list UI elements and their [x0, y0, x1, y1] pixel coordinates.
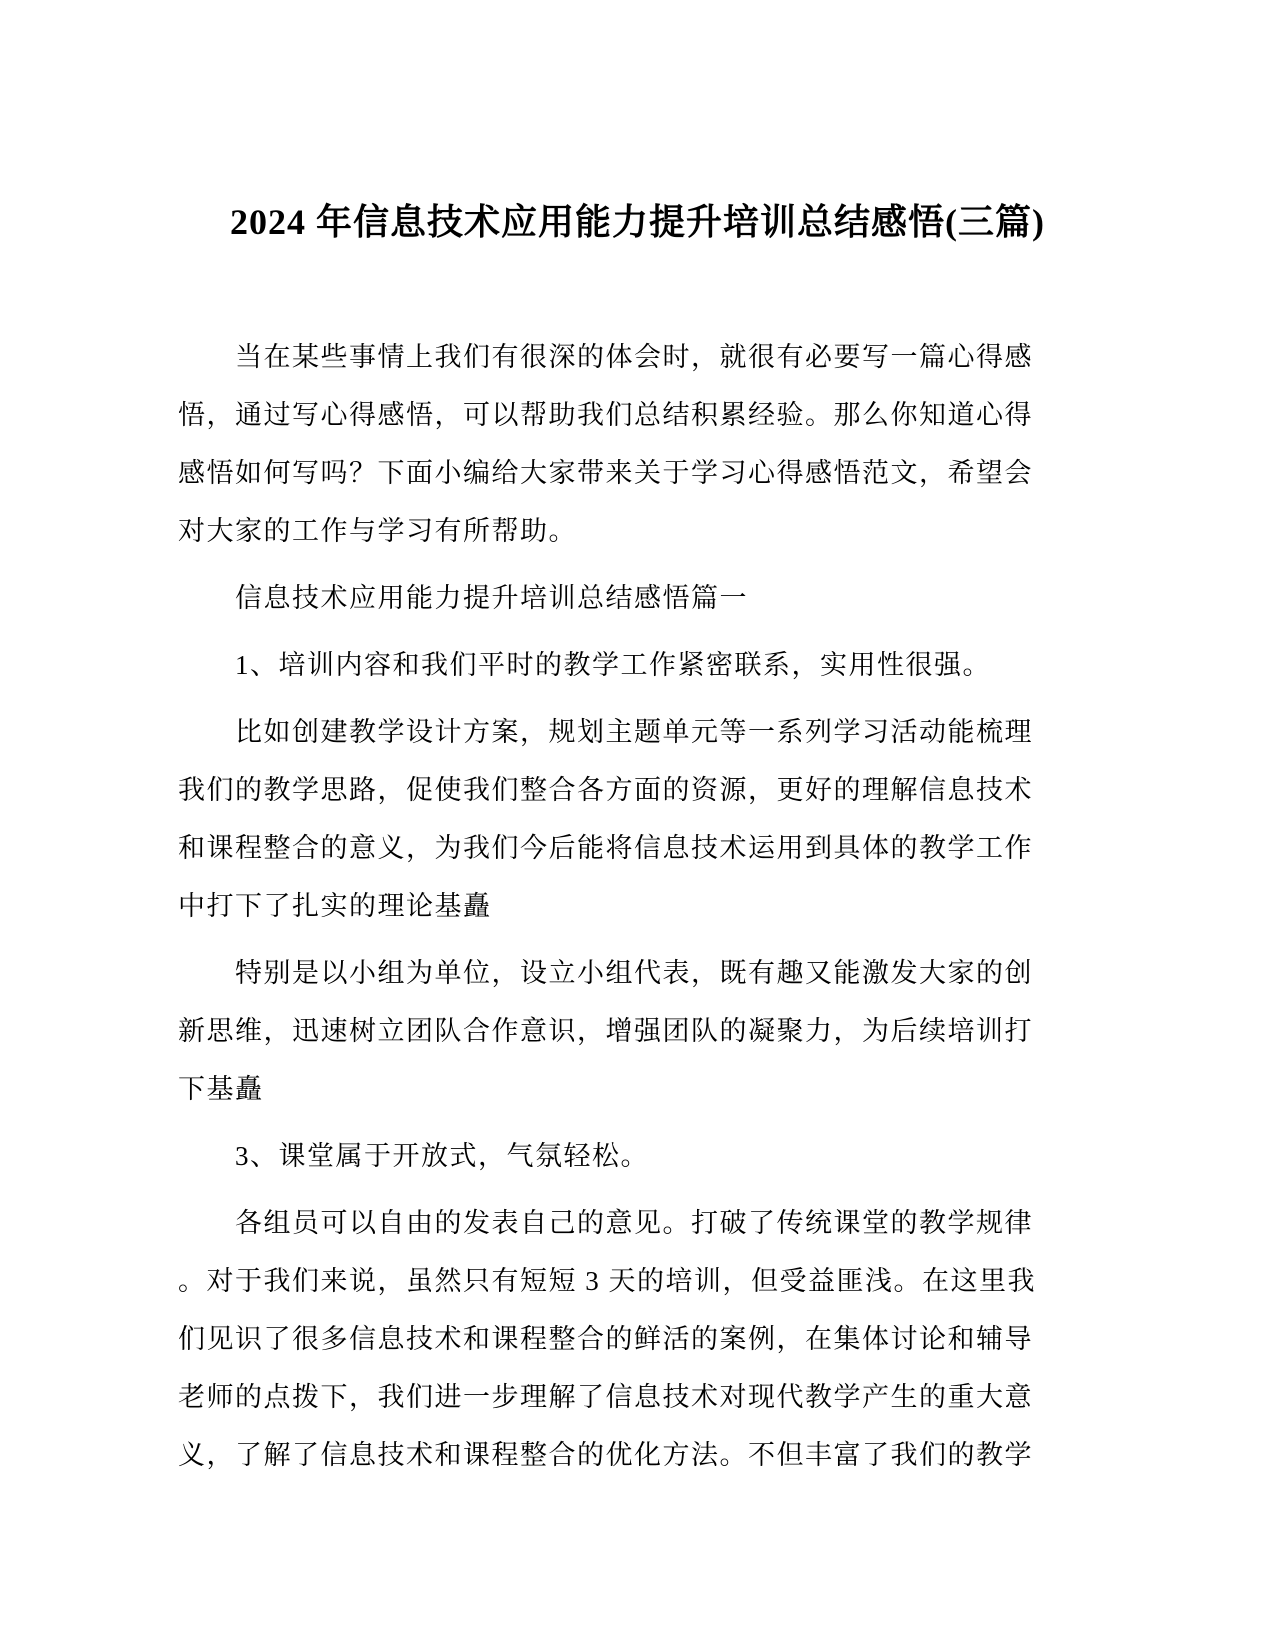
body-line: 中打下了扎实的理论基矗: [178, 891, 492, 921]
document-title: 2024 年信息技术应用能力提升培训总结感悟(三篇): [230, 202, 1045, 242]
body-line: 对大家的工作与学习有所帮助。: [178, 516, 577, 546]
body-line: 感悟如何写吗？下面小编给大家带来关于学习心得感悟范文，希望会: [178, 458, 1033, 488]
body-line: 特别是以小组为单位，设立小组代表，既有趣又能激发大家的创: [235, 958, 1033, 988]
body-line: 1、培训内容和我们平时的教学工作紧密联系，实用性很强。: [235, 650, 991, 680]
body-line: 我们的教学思路，促使我们整合各方面的资源，更好的理解信息技术: [178, 775, 1033, 805]
body-line: 3、课堂属于开放式，气氛轻松。: [235, 1141, 649, 1171]
body-line: 当在某些事情上我们有很深的体会时，就很有必要写一篇心得感: [235, 342, 1033, 372]
body-line: 悟，通过写心得感悟，可以帮助我们总结积累经验。那么你知道心得: [178, 400, 1033, 430]
body-line: 新思维，迅速树立团队合作意识，增强团队的凝聚力，为后续培训打: [178, 1016, 1033, 1046]
body-line: 和课程整合的意义，为我们今后能将信息技术运用到具体的教学工作: [178, 833, 1033, 863]
document-body: [178, 328, 1040, 1484]
body-line: 老师的点拨下，我们进一步理解了信息技术对现代教学产生的重大意: [178, 1382, 1033, 1412]
body-line: 比如创建教学设计方案，规划主题单元等一系列学习活动能梳理: [235, 717, 1033, 747]
body-line: 下基矗: [178, 1074, 264, 1104]
body-line: 们见识了很多信息技术和课程整合的鲜活的案例，在集体讨论和辅导: [178, 1324, 1033, 1354]
body-line: 各组员可以自由的发表自己的意见。打破了传统课堂的教学规律: [235, 1208, 1033, 1238]
section-heading-line: 信息技术应用能力提升培训总结感悟篇一: [235, 583, 748, 613]
body-line: 义，了解了信息技术和课程整合的优化方法。不但丰富了我们的教学: [178, 1440, 1033, 1470]
body-line: 。对于我们来说，虽然只有短短 3 天的培训，但受益匪浅。在这里我: [178, 1266, 1036, 1296]
